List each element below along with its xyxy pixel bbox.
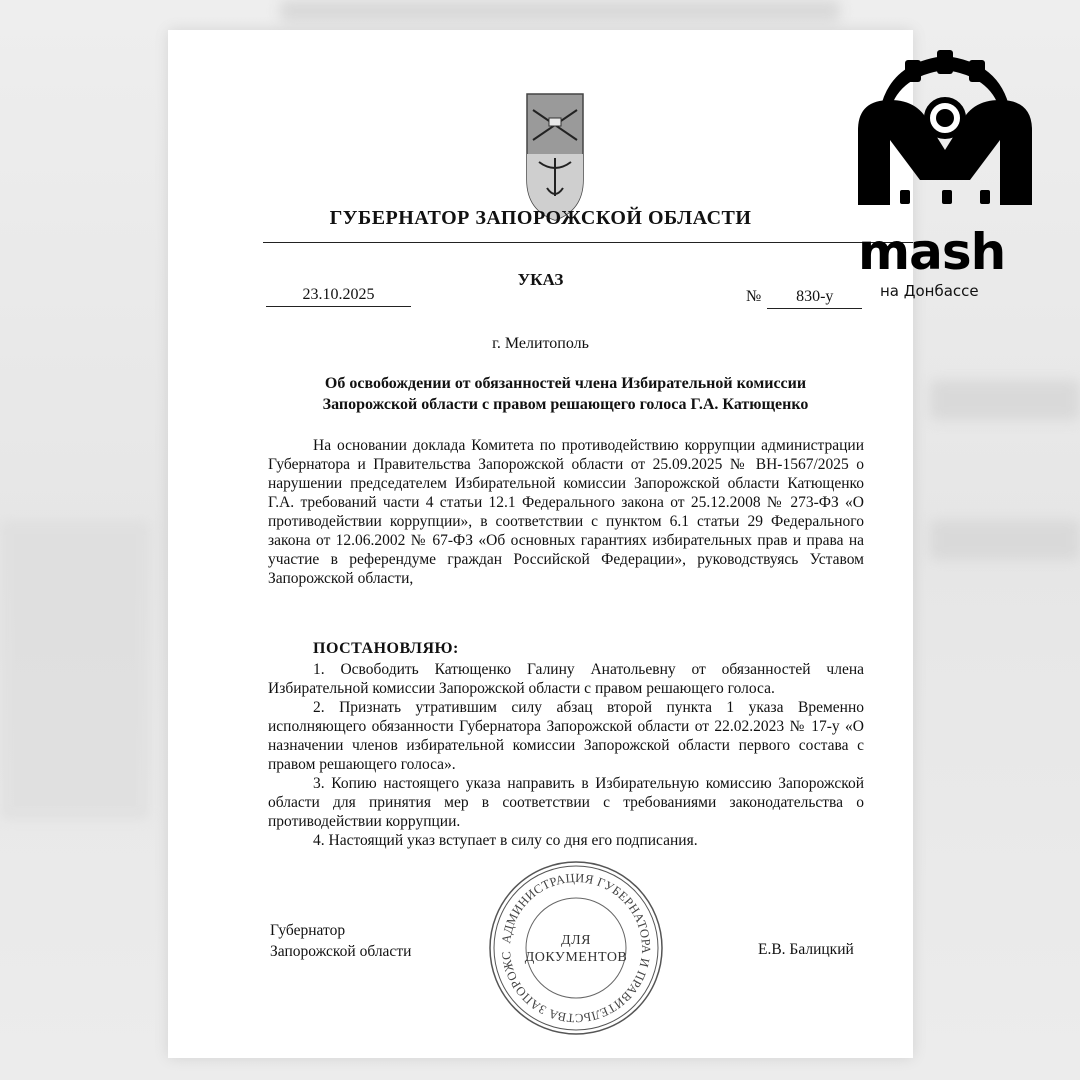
signer-position bbox=[270, 920, 411, 962]
mash-brand: mash bbox=[858, 223, 1006, 281]
signer-position-line: Запорожской области bbox=[270, 943, 412, 960]
document-city: г. Мелитополь bbox=[492, 335, 589, 352]
decree-items bbox=[268, 660, 864, 850]
document-date: 23.10.2025 bbox=[266, 286, 411, 307]
seal-center-line: ДЛЯ bbox=[561, 933, 591, 948]
header-divider bbox=[263, 242, 913, 243]
subject-line: Запорожской области с правом решающего голоса Г.А. Катющенко bbox=[322, 396, 809, 413]
document-number bbox=[746, 288, 862, 309]
decree-item: 2. Признать утратившим силу абзац второй пункта 1 указа Временно исполняющего обязанности Губернатора Запорожской области от 22.02.2023 № 17-у «О назначении членов избирательной комиссии Запорожской области первого состава с правом решающего голоса». bbox=[268, 699, 864, 773]
seal-center-line: ДОКУМЕНТОВ bbox=[524, 950, 628, 965]
official-seal bbox=[486, 858, 666, 1038]
number-value: 830-у bbox=[767, 288, 862, 309]
document-page bbox=[168, 30, 913, 1058]
seal-ring-text: АДМИНИСТРАЦИЯ ГУБЕРНАТОРА И ПРАВИТЕЛЬСТВА ЗАПОРОЖС bbox=[498, 870, 654, 1026]
decree-heading: ПОСТАНОВЛЯЮ: bbox=[313, 640, 459, 657]
document-type: УКАЗ bbox=[517, 270, 564, 289]
number-sign: № bbox=[746, 288, 762, 305]
signer-position-line: Губернатор bbox=[270, 922, 346, 939]
decree-item: 4. Настоящий указ вступает в силу со дня его подписания. bbox=[313, 832, 698, 849]
decree-item: 3. Копию настоящего указа направить в Избирательную комиссию Запорожской области для принятия мер в соответствии с требованиями законодательства о противодействии коррупции. bbox=[268, 775, 864, 830]
basis-text: На основании доклада Комитета по противодействию коррупции администрации Губернатора и Правительства Запорожской области от 25.09.2025 № ВН-1567/2025 о нарушении председателем Избирательной комиссии Запорожской области Катющенко Г.А. требований части 4 статьи 12.1 Федерального закона от 25.12.2008 № 273-ФЗ «О противодействии коррупции», в соответствии с пунктом 6.1 статьи 29 Федерального закона от 12.06.2002 № 67-ФЗ «Об основных гарантиях избирательных прав и права на участие в референдуме граждан Российской Федерации», руководствуясь Уставом Запорожской области, bbox=[268, 437, 864, 587]
background-blur bbox=[0, 520, 150, 820]
background-blur bbox=[280, 0, 840, 22]
background-blur bbox=[930, 520, 1080, 560]
coat-of-arms-icon bbox=[525, 92, 585, 222]
background-blur bbox=[930, 380, 1080, 420]
document-subject bbox=[268, 373, 863, 415]
issuing-authority: ГУБЕРНАТОР ЗАПОРОЖСКОЙ ОБЛАСТИ bbox=[329, 207, 752, 229]
mash-subtitle: на Донбассе bbox=[880, 282, 979, 300]
basis-paragraph bbox=[268, 436, 864, 588]
decree-item: 1. Освободить Катющенко Галину Анатольевну от обязанностей члена Избирательной комиссии Запорожской области с правом решающего голоса. bbox=[268, 661, 864, 697]
subject-line: Об освобождении от обязанностей члена Избирательной комиссии bbox=[324, 375, 807, 392]
signer-name: Е.В. Балицкий bbox=[758, 941, 854, 958]
